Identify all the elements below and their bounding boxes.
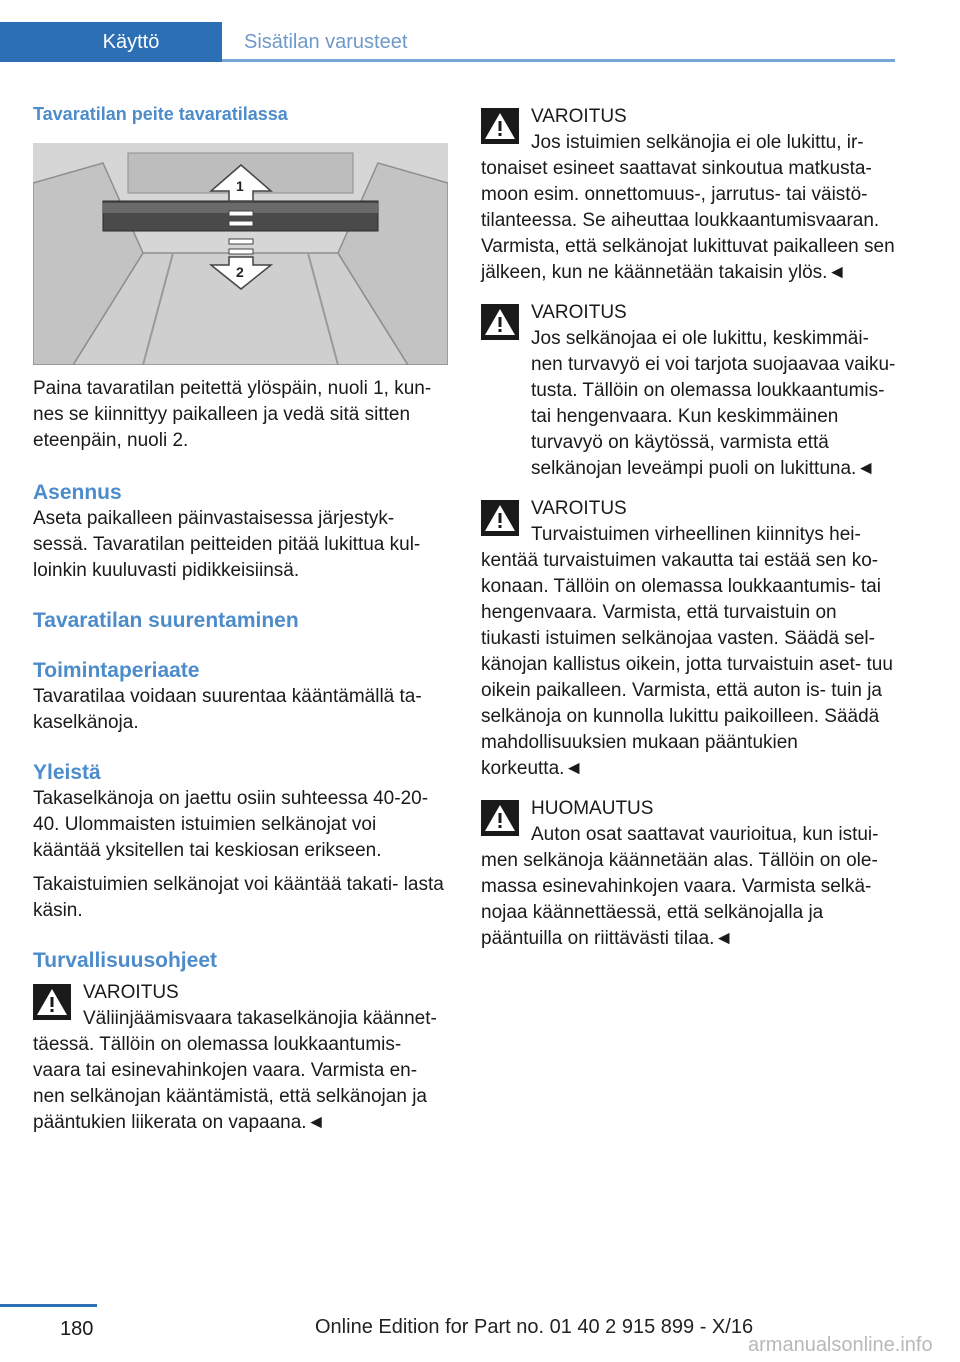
warning-text: Jos selkänojaa ei ole lukittu, keskimmäi‐ nen turvavyö ei voi tarjota suojaavaa vaiku‐ tusta. Tällöin on olemassa loukkaantumis- tai hengenvaara. Kun keskimmäinen turvavyö on käytössä, varmista että selkänojan leveämpi puoli on lukittuna.◄ — [531, 328, 896, 479]
para-yleista-1: Takaselkänoja on jaettu osiin suhteessa 40-20-40. Ulommaisten istuimien selkänojat voi kääntää yksitellen tai keskiosan erikseen. — [33, 788, 429, 861]
warning-block-3 — [481, 300, 896, 482]
warning-text: Turvaistuimen virheellinen kiinnitys hei‐ kentää turvaistuimen vakautta tai estää sen ko‐ konaan. Tällöin on olemassa loukkaantumis- tai hengenvaara. Varmista, että turvaistuin on tiukasti istuimen selkänojaa vasten. Säädä sel‐ känojan kallistus oikein, jotta turvaistuin aset‐ tuu oikein paikalleen. Varmista, että auton is‐ tuin ja selkänoja on kunnolla lukittu paikoilleen. Säädä mahdollisuuksien mukaan pääntukien korkeutta.◄ — [481, 524, 893, 779]
heading-yleista: Yleistä — [33, 761, 101, 784]
para-toimintaperiaate: Tavaratilaa voidaan suurentaa kääntämällä ta‐ kaselkänoja. — [33, 686, 422, 733]
cargo-cover-illustration — [33, 143, 448, 365]
figure-title: Tavaratilan peite tavaratilassa — [33, 104, 288, 124]
right-column — [481, 104, 896, 952]
heading-tavaratilan-suurentaminen: Tavaratilan suurentaminen — [33, 609, 299, 632]
warning-text: Jos istuimien selkänojia ei ole lukittu, ir‐ tonaiset esineet saattavat sinkoutua matkusta‐ moon esim. onnettomuus-, jarrutus- tai väistö‐ tilanteessa. Se aiheuttaa loukkaantumisvaaran. Varmista, että selkänojat lukittuvat paikalleen sen jälkeen, kun ne käännetään takaisin ylös.◄ — [481, 132, 895, 283]
warning-triangle-icon — [33, 984, 71, 1020]
header-tab-sisatilan-varusteet: Sisätilan varusteet — [222, 22, 895, 62]
page-header — [0, 0, 895, 62]
notice-label: HUOMAUTUS — [531, 798, 654, 819]
left-column — [33, 376, 448, 1136]
warning-block-4 — [481, 496, 896, 782]
notice-text: Auton osat saattavat vaurioitua, kun istui‐ men selkänoja käännetään alas. Tällöin on ole‐ massa esinevahinkojen vaara. Varmista selkä‐ nojaa käännettäessä, että selkänojalla ja pääntuilla on riittävästi tilaa.◄ — [481, 824, 879, 949]
page-number: 180 — [60, 1318, 94, 1340]
heading-toimintaperiaate: Toimintaperiaate — [33, 659, 200, 682]
warning-label: VAROITUS — [531, 302, 627, 323]
warning-block-2 — [481, 104, 896, 286]
watermark: armanualsonline.info — [748, 1334, 933, 1356]
arrow-label-1: 1 — [236, 178, 244, 194]
warning-triangle-icon — [481, 304, 519, 340]
online-edition-note: Online Edition for Part no. 01 40 2 915 899 - X/16 — [315, 1316, 754, 1338]
warning-block-1 — [33, 980, 448, 1136]
warning-triangle-icon — [481, 108, 519, 144]
para-yleista-2: Takaistuimien selkänojat voi kääntää takati‐ lasta käsin. — [33, 874, 444, 921]
warning-text: Väliinjäämisvaara takaselkänojia käännet‐ täessä. Tällöin on olemassa loukkaantumis‐ vaara tai esinevahinkojen vaara. Varmista en‐ nen selkänojan kääntämistä, että selkänojan ja pääntukien liikerata on vapaana.◄ — [33, 1008, 437, 1133]
header-tab-kaytto: Käyttö — [0, 22, 222, 62]
arrow-label-2: 2 — [236, 264, 244, 280]
warning-label: VAROITUS — [83, 982, 179, 1003]
warning-triangle-icon — [481, 800, 519, 836]
notice-block — [481, 796, 896, 952]
warning-triangle-icon — [481, 500, 519, 536]
heading-turvallisuusohjeet: Turvallisuusohjeet — [33, 949, 217, 972]
warning-label: VAROITUS — [531, 106, 627, 127]
warning-label: VAROITUS — [531, 498, 627, 519]
para-cover-instructions: Paina tavaratilan peitettä ylöspäin, nuoli 1, kun‐ nes se kiinnittyy paikalleen ja vedä sitä sitten eteenpäin, nuoli 2. — [33, 378, 432, 451]
heading-asennus: Asennus — [33, 481, 122, 504]
para-asennus: Aseta paikalleen päinvastaisessa järjestyk‐ sessä. Tavaratilan peitteiden pitää lukittua kul‐ loinkin kuuluvasti pidikkeisiinsä. — [33, 508, 421, 581]
footer-divider — [0, 1304, 97, 1307]
header-divider — [222, 59, 895, 62]
